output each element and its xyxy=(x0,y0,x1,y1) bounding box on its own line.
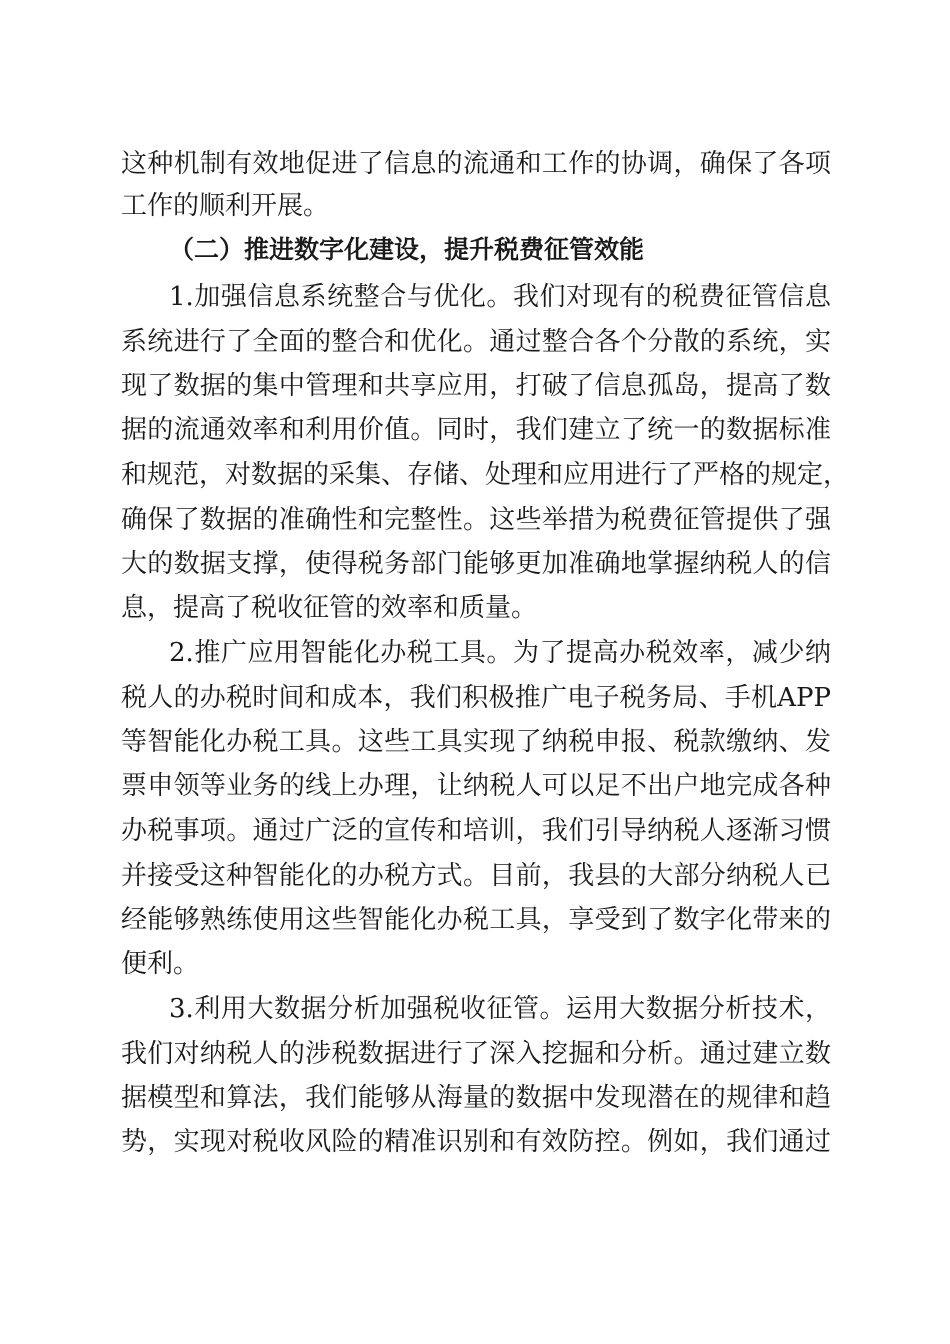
paragraph1-line-7: 大的数据支撑，使得税务部门能够更加准确地掌握纳税人的信 xyxy=(121,549,831,579)
paragraph3-line-2: 我们对纳税人的涉税数据进行了深入挖掘和分析。通过建立数 xyxy=(121,1039,831,1069)
paragraph2-line-7: 经能够熟练使用这些智能化办税工具，享受到了数字化带来的 xyxy=(121,905,831,935)
paragraph2-line-2: 税人的办税时间和成本，我们积极推广电子税务局、手机APP xyxy=(121,683,831,713)
paragraph2-line-1: 2.推广应用智能化办税工具。为了提高办税效率，减少纳 xyxy=(169,638,831,668)
paragraph1-line-5: 和规范，对数据的采集、存储、处理和应用进行了严格的规定， xyxy=(121,460,850,490)
paragraph2-line-5: 办税事项。通过广泛的宣传和培训，我们引导纳税人逐渐习惯 xyxy=(121,816,831,846)
intro-line-2: 工作的顺利开展。 xyxy=(121,191,330,221)
paragraph3-line-4: 势，实现对税收风险的精准识别和有效防控。例如，我们通过 xyxy=(121,1127,831,1157)
paragraph2-line-8: 便利。 xyxy=(121,949,200,979)
paragraph2-line-4: 票申领等业务的线上办理，让纳税人可以足不出户地完成各种 xyxy=(121,771,831,801)
paragraph1-line-2: 系统进行了全面的整合和优化。通过整合各个分散的系统，实 xyxy=(121,327,831,357)
intro-line-1: 这种机制有效地促进了信息的流通和工作的协调，确保了各项 xyxy=(121,149,831,179)
paragraph1-line-6: 确保了数据的准确性和完整性。这些举措为税费征管提供了强 xyxy=(121,505,831,535)
paragraph1-line-4: 据的流通效率和利用价值。同时，我们建立了统一的数据标准 xyxy=(121,415,831,445)
paragraph2-line-3: 等智能化办税工具。这些工具实现了纳税申报、税款缴纳、发 xyxy=(121,727,831,757)
paragraph1-line-1: 1.加强信息系统整合与优化。我们对现有的税费征管信息 xyxy=(169,282,831,312)
paragraph3-line-3: 据模型和算法，我们能够从海量的数据中发现潜在的规律和趋 xyxy=(121,1083,831,1113)
paragraph1-line-3: 现了数据的集中管理和共享应用，打破了信息孤岛，提高了数 xyxy=(121,371,831,401)
paragraph1-line-8: 息，提高了税收征管的效率和质量。 xyxy=(121,593,538,623)
section-heading: （二）推进数字化建设，提升税费征管效能 xyxy=(169,235,645,264)
paragraph3-line-1: 3.利用大数据分析加强税收征管。运用大数据分析技术， xyxy=(169,994,831,1024)
paragraph2-line-6: 并接受这种智能化的办税方式。目前，我县的大部分纳税人已 xyxy=(121,861,831,891)
